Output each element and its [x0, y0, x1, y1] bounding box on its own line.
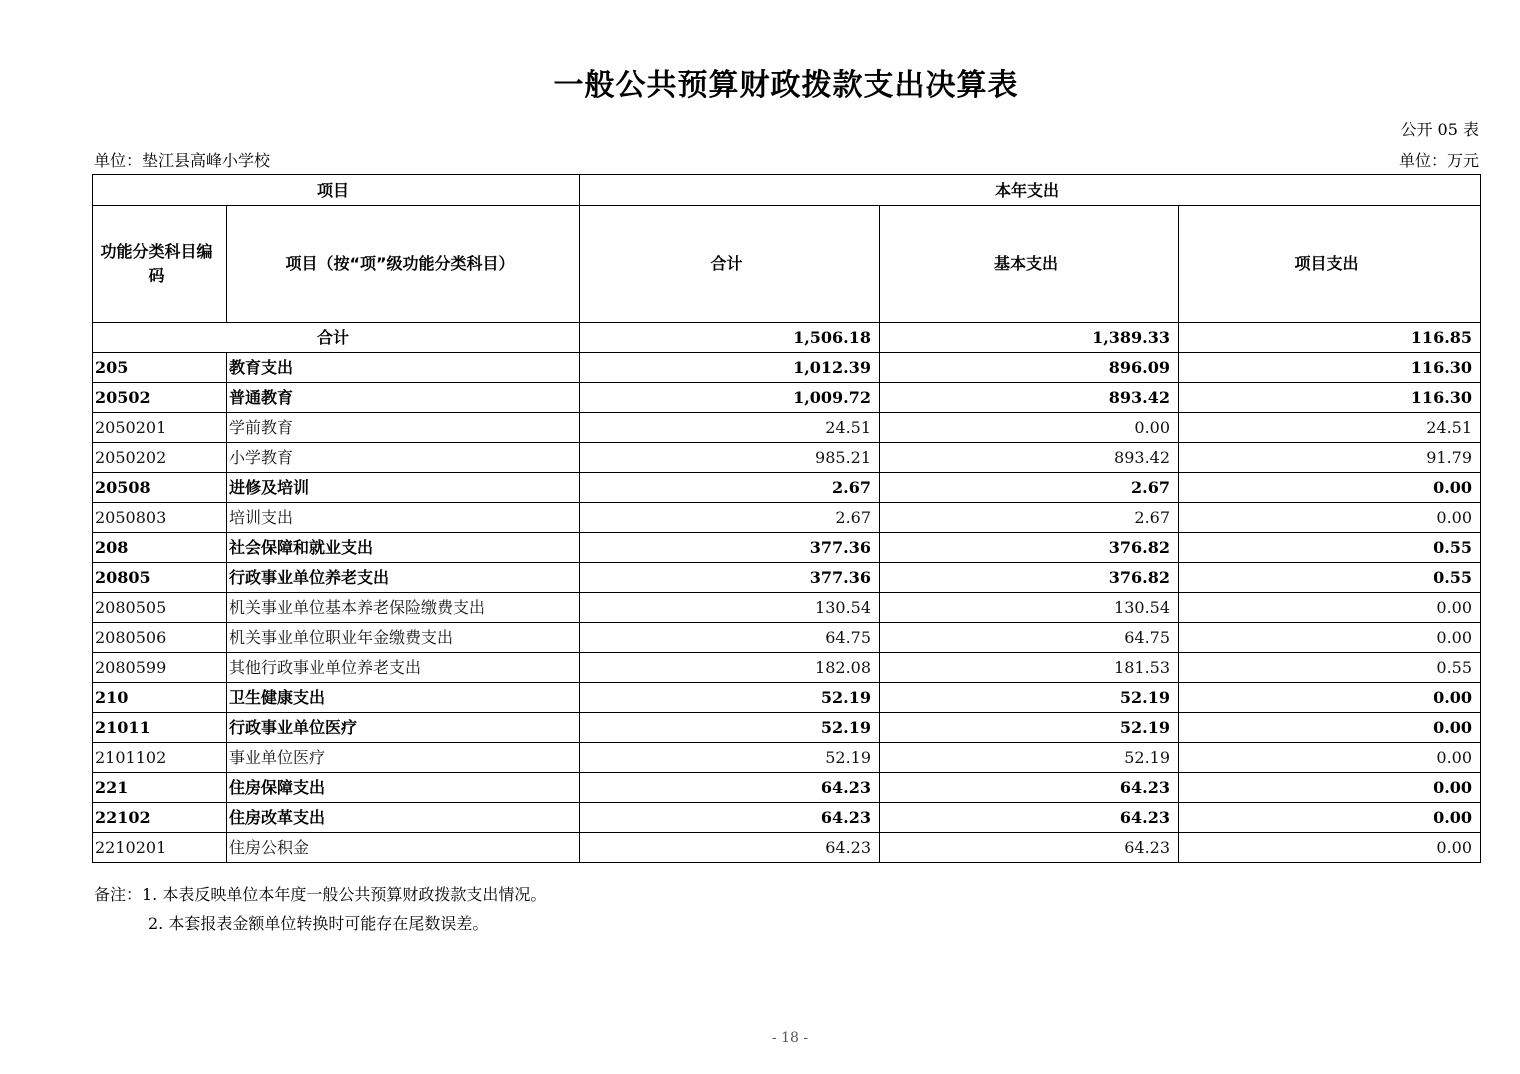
cell-item-name: 其他行政事业单位养老支出 [227, 653, 580, 683]
table-row [93, 383, 1481, 413]
cell-code: 22102 [93, 803, 227, 833]
expenditure-table [92, 174, 1481, 863]
note-2: 2. 本套报表金额单位转换时可能存在尾数误差。 [148, 914, 489, 933]
header-code: 功能分类科目编码 [93, 206, 227, 323]
table-number: 公开 05 表 [1400, 120, 1479, 139]
cell-code: 2080506 [93, 623, 227, 653]
cell-total: 64.23 [580, 773, 880, 803]
cell-item-name: 卫生健康支出 [227, 683, 580, 713]
cell-project: 0.00 [1179, 473, 1481, 503]
cell-basic: 64.23 [880, 833, 1179, 863]
cell-total: 52.19 [580, 743, 880, 773]
cell-code: 20508 [93, 473, 227, 503]
cell-code: 20805 [93, 563, 227, 593]
cell-basic: 893.42 [880, 443, 1179, 473]
page-number: - 18 - [771, 1030, 809, 1046]
table-row [93, 653, 1481, 683]
note-1: 备注：1. 本表反映单位本年度一般公共预算财政拨款支出情况。 [94, 885, 547, 904]
cell-total: 64.23 [580, 833, 880, 863]
cell-item-name: 机关事业单位基本养老保险缴费支出 [227, 593, 580, 623]
cell-basic: 130.54 [880, 593, 1179, 623]
total-project: 116.85 [1179, 323, 1481, 353]
total-amount: 1,506.18 [580, 323, 880, 353]
cell-item-name: 普通教育 [227, 383, 580, 413]
header-total: 合计 [580, 206, 880, 323]
cell-item-name: 机关事业单位职业年金缴费支出 [227, 623, 580, 653]
table-row [93, 833, 1481, 863]
cell-item-name: 小学教育 [227, 443, 580, 473]
cell-code: 20502 [93, 383, 227, 413]
cell-project: 91.79 [1179, 443, 1481, 473]
cell-project: 0.00 [1179, 683, 1481, 713]
header-current-year: 本年支出 [580, 175, 1481, 206]
cell-basic: 52.19 [880, 743, 1179, 773]
cell-total: 1,012.39 [580, 353, 880, 383]
cell-item-name: 培训支出 [227, 503, 580, 533]
cell-project: 116.30 [1179, 383, 1481, 413]
cell-project: 0.00 [1179, 833, 1481, 863]
header-item-name: 项目（按“项”级功能分类科目） [227, 206, 580, 323]
cell-basic: 2.67 [880, 503, 1179, 533]
cell-total: 64.23 [580, 803, 880, 833]
cell-project: 0.00 [1179, 803, 1481, 833]
cell-project: 0.00 [1179, 503, 1481, 533]
cell-project: 0.00 [1179, 623, 1481, 653]
cell-project: 0.55 [1179, 563, 1481, 593]
cell-item-name: 住房公积金 [227, 833, 580, 863]
total-basic: 1,389.33 [880, 323, 1179, 353]
unit-currency: 单位：万元 [1398, 151, 1479, 170]
cell-project: 0.00 [1179, 713, 1481, 743]
cell-code: 221 [93, 773, 227, 803]
header-item: 项目 [93, 175, 580, 206]
cell-basic: 64.23 [880, 803, 1179, 833]
cell-total: 2.67 [580, 473, 880, 503]
cell-project: 24.51 [1179, 413, 1481, 443]
cell-total: 377.36 [580, 533, 880, 563]
cell-total: 130.54 [580, 593, 880, 623]
table-row [93, 713, 1481, 743]
table-row [93, 773, 1481, 803]
cell-basic: 0.00 [880, 413, 1179, 443]
cell-code: 2101102 [93, 743, 227, 773]
cell-item-name: 行政事业单位养老支出 [227, 563, 580, 593]
table-row [93, 503, 1481, 533]
cell-code: 2050803 [93, 503, 227, 533]
cell-code: 210 [93, 683, 227, 713]
cell-total: 24.51 [580, 413, 880, 443]
header-row-2 [93, 206, 1481, 323]
table-row [93, 743, 1481, 773]
total-row [93, 323, 1481, 353]
cell-code: 2050201 [93, 413, 227, 443]
cell-total: 52.19 [580, 683, 880, 713]
cell-project: 0.00 [1179, 593, 1481, 623]
cell-project: 0.00 [1179, 773, 1481, 803]
cell-basic: 64.75 [880, 623, 1179, 653]
cell-code: 208 [93, 533, 227, 563]
cell-code: 205 [93, 353, 227, 383]
cell-total: 52.19 [580, 713, 880, 743]
notes [94, 880, 546, 938]
cell-total: 182.08 [580, 653, 880, 683]
cell-basic: 52.19 [880, 683, 1179, 713]
cell-item-name: 住房保障支出 [227, 773, 580, 803]
cell-total: 377.36 [580, 563, 880, 593]
cell-item-name: 事业单位医疗 [227, 743, 580, 773]
cell-basic: 893.42 [880, 383, 1179, 413]
unit-organization: 单位：垫江县高峰小学校 [94, 151, 271, 170]
table-row [93, 413, 1481, 443]
table-row [93, 593, 1481, 623]
cell-code: 21011 [93, 713, 227, 743]
cell-item-name: 行政事业单位医疗 [227, 713, 580, 743]
cell-basic: 2.67 [880, 473, 1179, 503]
cell-total: 1,009.72 [580, 383, 880, 413]
table-row [93, 623, 1481, 653]
header-basic: 基本支出 [880, 206, 1179, 323]
table-row [93, 533, 1481, 563]
cell-basic: 52.19 [880, 713, 1179, 743]
cell-basic: 376.82 [880, 563, 1179, 593]
cell-project: 0.00 [1179, 743, 1481, 773]
cell-basic: 181.53 [880, 653, 1179, 683]
cell-project: 116.30 [1179, 353, 1481, 383]
table-row [93, 563, 1481, 593]
header-row-1 [93, 175, 1481, 206]
cell-project: 0.55 [1179, 653, 1481, 683]
cell-basic: 64.23 [880, 773, 1179, 803]
cell-code: 2080599 [93, 653, 227, 683]
cell-total: 64.75 [580, 623, 880, 653]
table-row [93, 683, 1481, 713]
cell-total: 985.21 [580, 443, 880, 473]
table-row [93, 353, 1481, 383]
cell-project: 0.55 [1179, 533, 1481, 563]
cell-item-name: 进修及培训 [227, 473, 580, 503]
cell-basic: 376.82 [880, 533, 1179, 563]
page-title: 一般公共预算财政拨款支出决算表 [553, 68, 1019, 103]
cell-code: 2080505 [93, 593, 227, 623]
cell-code: 2050202 [93, 443, 227, 473]
cell-item-name: 学前教育 [227, 413, 580, 443]
total-label: 合计 [93, 323, 580, 353]
cell-item-name: 教育支出 [227, 353, 580, 383]
table-row [93, 473, 1481, 503]
table-row [93, 443, 1481, 473]
cell-item-name: 住房改革支出 [227, 803, 580, 833]
cell-basic: 896.09 [880, 353, 1179, 383]
cell-total: 2.67 [580, 503, 880, 533]
cell-item-name: 社会保障和就业支出 [227, 533, 580, 563]
table-row [93, 803, 1481, 833]
header-project: 项目支出 [1179, 206, 1481, 323]
cell-code: 2210201 [93, 833, 227, 863]
